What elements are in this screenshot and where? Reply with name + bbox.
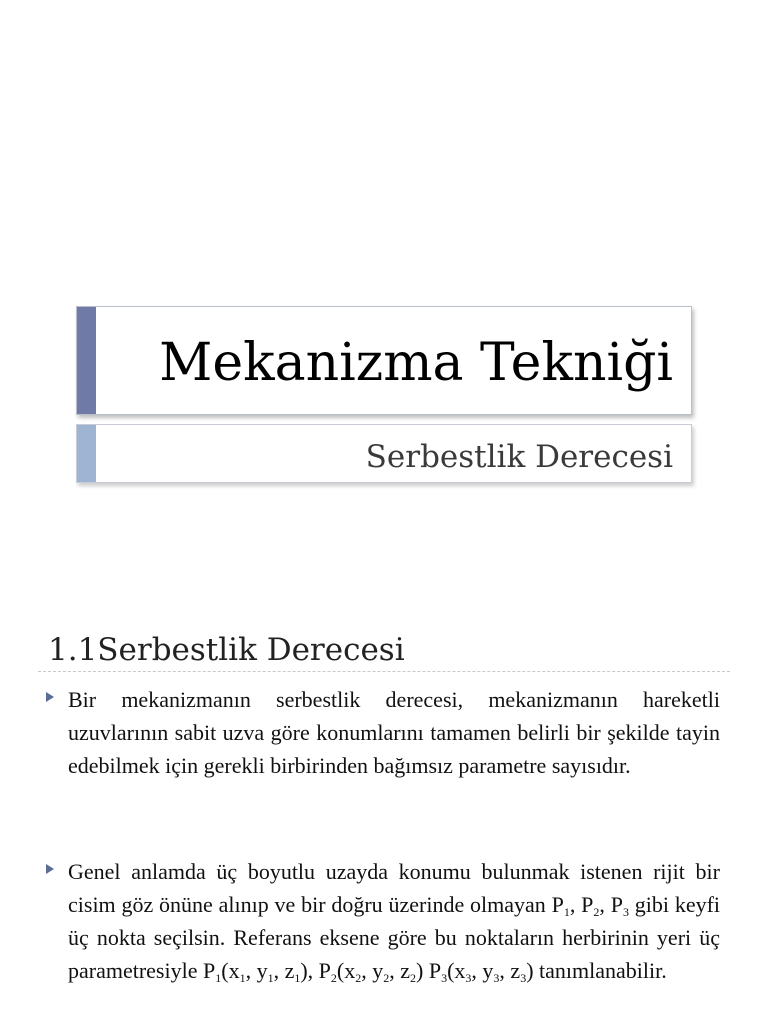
- bullet-arrow-icon: [46, 692, 54, 702]
- title-accent-bar: [77, 307, 96, 414]
- subtitle-box: [76, 424, 692, 483]
- section-heading: 1.1Serbestlik Derecesi: [48, 632, 405, 668]
- heading-divider: [38, 671, 730, 672]
- slide-subtitle: Serbestlik Derecesi: [365, 439, 673, 475]
- bullet-item: [46, 683, 720, 782]
- bullet-text: Bir mekanizmanın serbestlik derecesi, mekanizmanın hareketli uzuvlarının sabit uzva göre konumlarını tamamen belirli bir şekilde tayin edebilmek için gerekli birbirinden bağımsız parametre sayısıdır.: [68, 687, 720, 778]
- title-box: [76, 306, 692, 415]
- content-slide: [0, 560, 768, 1024]
- subtitle-accent-bar: [77, 425, 96, 482]
- slide-title: Mekanizma Tekniği: [159, 333, 673, 393]
- bullet-text: Genel anlamda üç boyutlu uzayda konumu bulunmak istenen rijit bir cisim göz önüne alınıp ve bir doğru üzerinde olmayan $P_1$, $P_2$, $P_3$ gibi keyfi üç nokta seçilsin. Referans eksene göre bu noktaların herbirinin yeri üç parametresiyle $P_1(x_1$, $y_1$, $z_1$), $P_2(x_2$, $y_2$, $z_2$) $P_3(x_3$, $y_3$, $z_3$) tanımlanabilir.: [68, 859, 721, 985]
- bullet-item: [46, 855, 720, 987]
- bullet-arrow-icon: [46, 864, 54, 874]
